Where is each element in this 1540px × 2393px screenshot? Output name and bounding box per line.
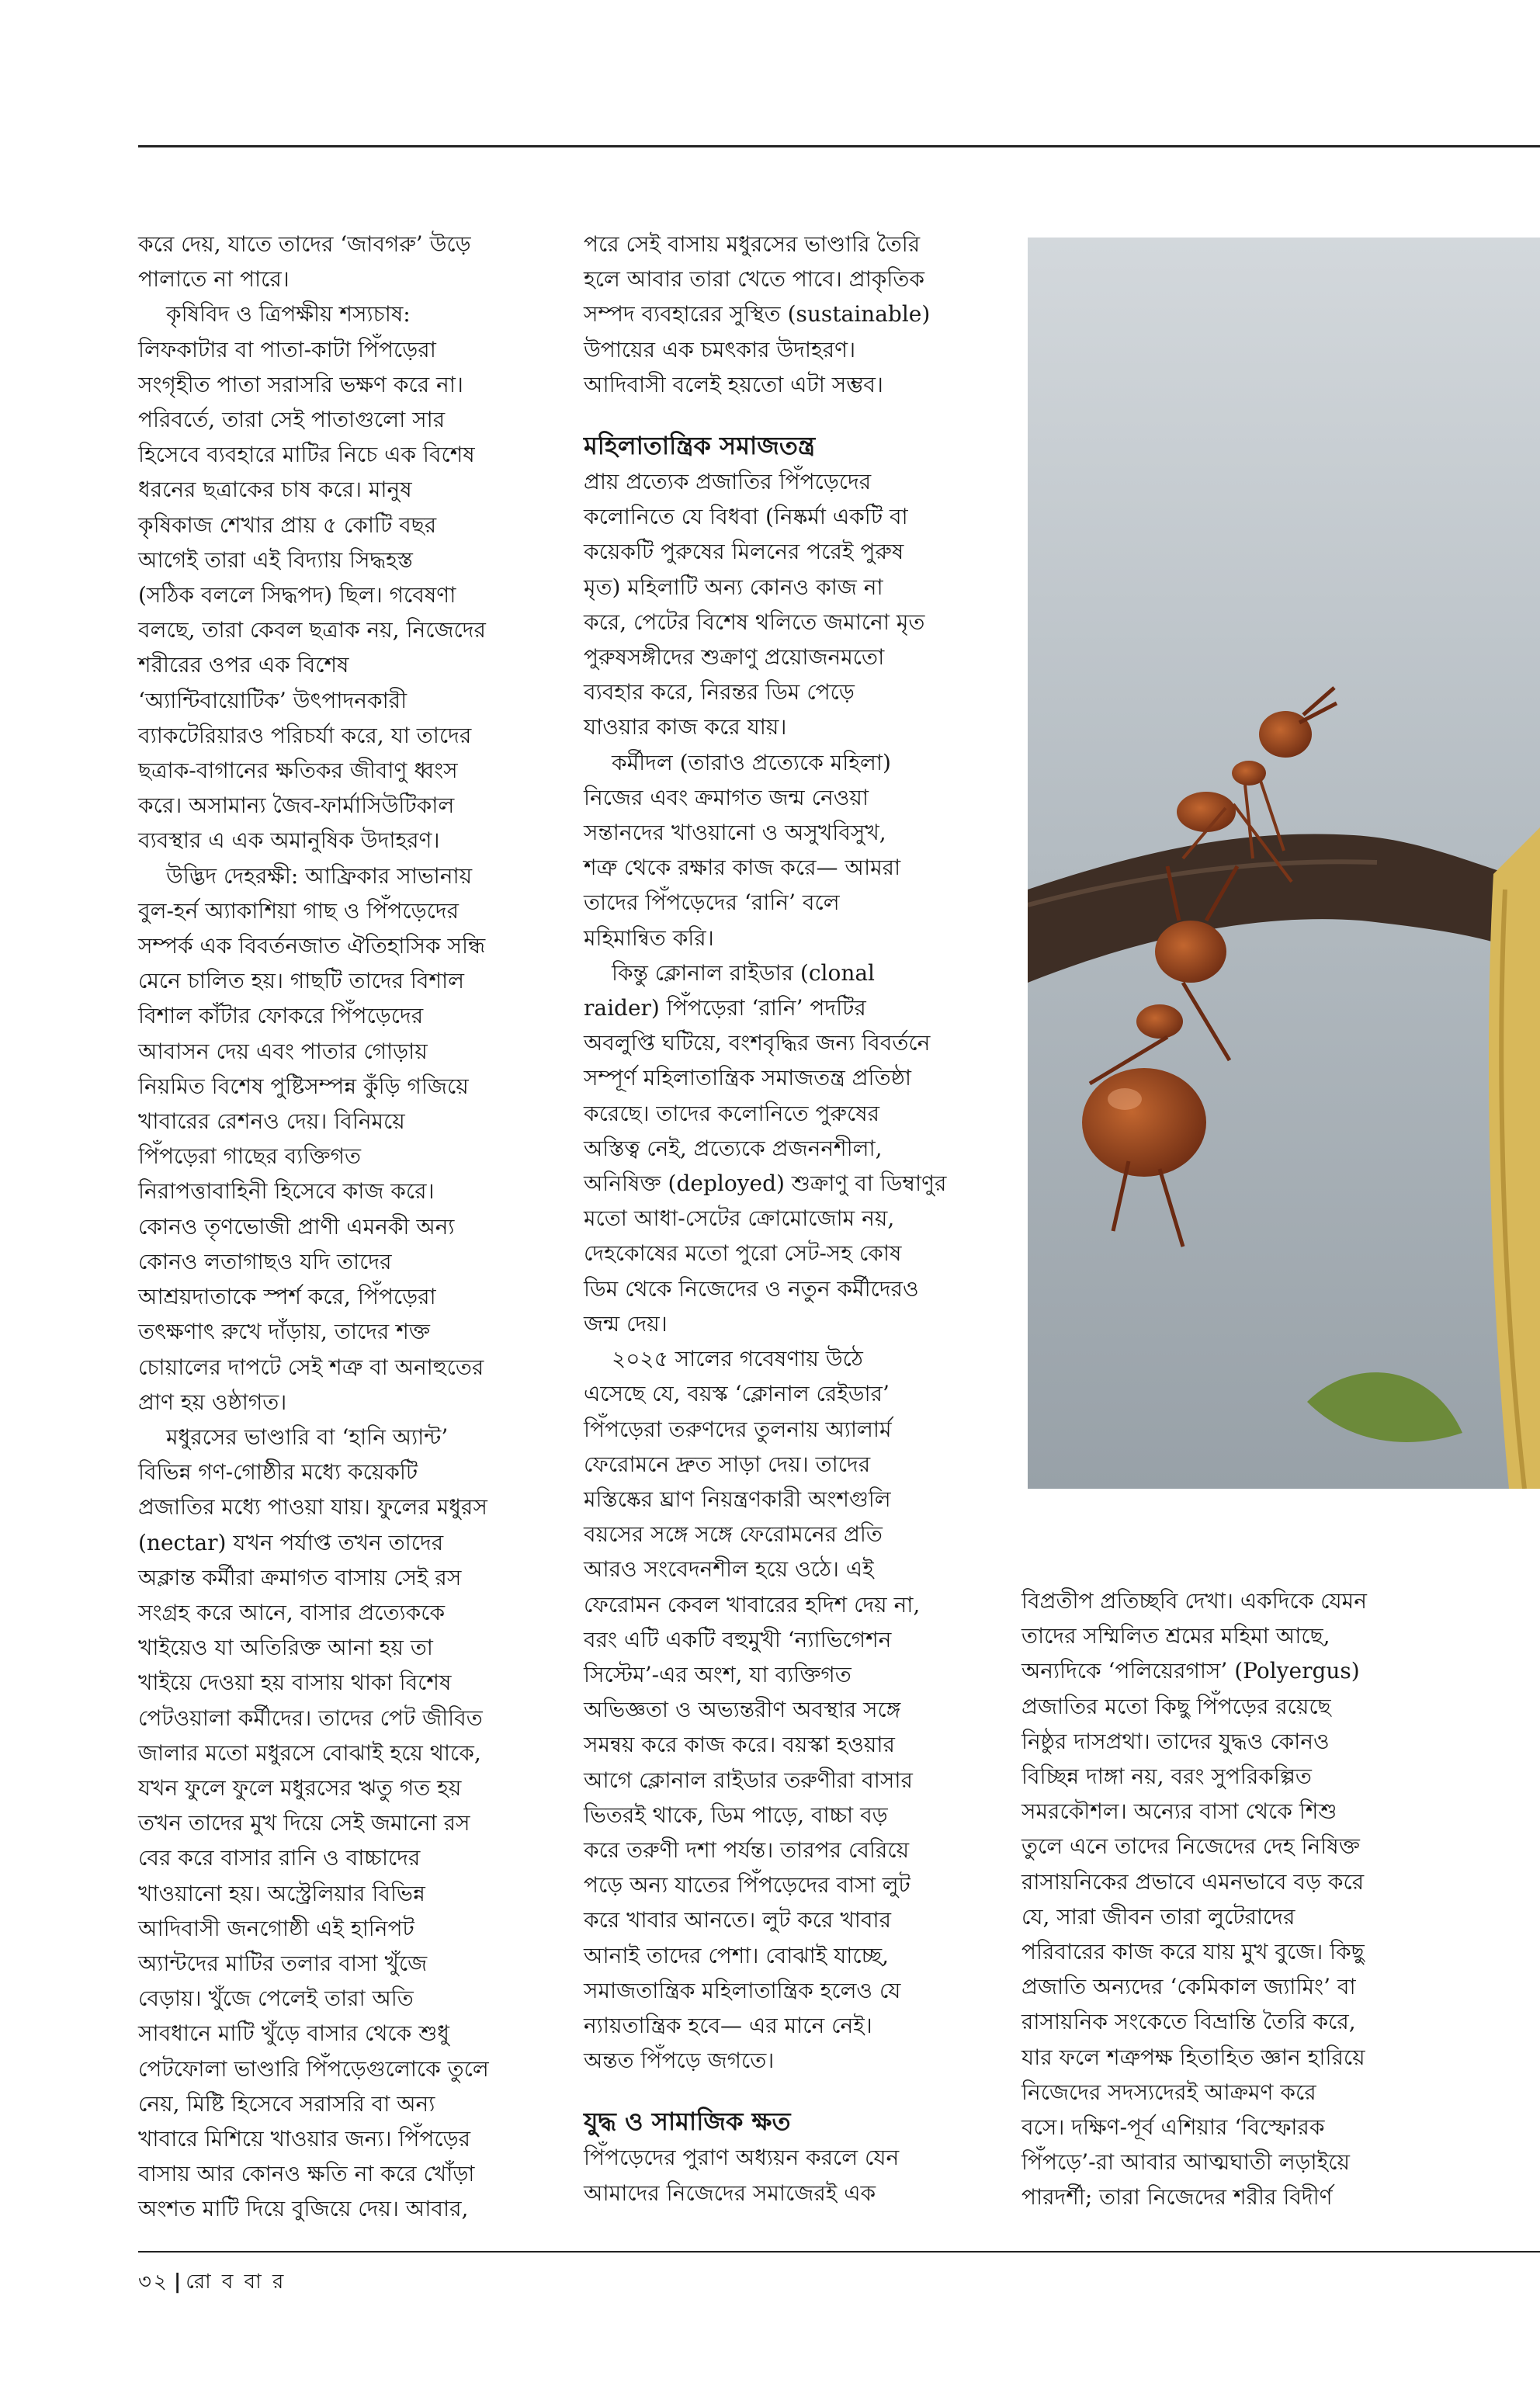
text-line: তৎক্ষণাৎ রুখে দাঁড়ায়, তাদের শক্ত xyxy=(138,1319,430,1345)
text-line: raider) পিঁপড়েরা ‘রানি’ পদটির xyxy=(584,995,866,1021)
text-line: করে, পেটের বিশেষ থলিতে জমানো মৃত xyxy=(584,609,925,635)
text-line: অক্লান্ত কর্মীরা ক্রমাগত বাসায় সেই রস xyxy=(138,1564,462,1590)
article-column-1 xyxy=(138,227,542,2227)
text-line: আদিবাসী জনগোষ্ঠী এই হানিপট xyxy=(138,1915,414,1941)
text-line: জন্ম দেয়। xyxy=(584,1310,668,1337)
text-line: উদ্ভিদ দেহরক্ষী: আফ্রিকার সাভানায় xyxy=(166,862,473,889)
text-line: পরে সেই বাসায় মধুরসের ভাণ্ডারি তৈরি xyxy=(584,231,921,257)
text-line: খাওয়ানো হয়। অস্ট্রেলিয়ার বিভিন্ন xyxy=(138,1880,425,1906)
text-line: সন্তানদের খাওয়ানো ও অসুখবিসুখ, xyxy=(584,820,886,846)
text-line: ধরনের ছত্রাকের চাষ করে। মানুষ xyxy=(138,477,412,503)
text-line: বরং এটি একটি বহুমুখী ‘ন্যাভিগেশন xyxy=(584,1626,892,1653)
text-line: পেটফোলা ভাণ্ডারি পিঁপড়েগুলোকে তুলে xyxy=(138,2055,489,2082)
text-line: করে। অসামান্য জৈব-ফার্মাসিউটিকাল xyxy=(138,792,455,819)
text-line: করে খাবার আনতে। লুট করে খাবার xyxy=(584,1907,891,1933)
text-line: অন্যদিকে ‘পলিয়েরগাস’ (Polyergus) xyxy=(1021,1658,1360,1684)
text-line: অ্যান্টদের মাটির তলার বাসা খুঁজে xyxy=(138,1950,428,1976)
text-line: (সঠিক বললে সিদ্ধপদ) ছিল। গবেষণা xyxy=(138,582,456,609)
text-line: উপায়ের এক চমৎকার উদাহরণ। xyxy=(584,336,856,362)
text-line: পিঁপড়েদের পুরাণ অধ্যয়ন করলে যেন xyxy=(584,2145,900,2171)
text-line: কোনও তৃণভোজী প্রাণী এমনকী অন্য xyxy=(138,1213,455,1240)
text-line: সম্পর্ক এক বিবর্তনজাত ঐতিহাসিক সন্ধি xyxy=(138,933,486,959)
section-name: রো ব বা র xyxy=(186,2270,286,2294)
text-line: পরিবর্তে, তারা সেই পাতাগুলো সার xyxy=(138,407,446,433)
text-line: পুরুষসঙ্গীদের শুক্রাণু প্রয়োজনমতো xyxy=(584,644,885,671)
text-line: ব্যাকটেরিয়ারও পরিচর্যা করে, যা তাদের xyxy=(138,722,472,748)
text-line: নিজেদের সদস্যদেরই আক্রমণ করে xyxy=(1021,2079,1316,2105)
text-line: ব্যবহার করে, নিরন্তর ডিম পেড়ে xyxy=(584,679,855,706)
text-line: বেড়ায়। খুঁজে পেলেই তারা অতি xyxy=(138,1985,414,2012)
text-line: হলে আবার তারা খেতে পাবে। প্রাকৃতিক xyxy=(584,266,924,293)
text-line: ছত্রাক-বাগানের ক্ষতিকর জীবাণু ধ্বংস xyxy=(138,758,458,784)
text-line: প্রায় প্রত্যেক প্রজাতির পিঁপড়েদের xyxy=(584,469,872,495)
text-line: তুলে এনে তাদের নিজেদের দেহ নিষিক্ত xyxy=(1021,1833,1360,1860)
text-line: আমাদের নিজেদের সমাজেরই এক xyxy=(584,2180,876,2206)
text-line: করে তরুণী দশা পর্যন্ত। তারপর বেরিয়ে xyxy=(584,1836,910,1863)
text-line: যখন ফুলে ফুলে মধুরসের ঋতু গত হয় xyxy=(138,1774,462,1801)
text-line: রাসায়নিকের প্রভাবে এমনভাবে বড় করে xyxy=(1021,1868,1365,1895)
page-footer xyxy=(138,2269,286,2295)
text-line: কৃষিকাজ শেখার প্রায় ৫ কোটি বছর xyxy=(138,512,437,538)
text-line: তাদের সম্মিলিত শ্রমের মহিমা আছে, xyxy=(1021,1623,1330,1649)
text-line: অন্তত পিঁপড়ে জগতে। xyxy=(584,2048,775,2074)
text-line: ন্যায়তান্ত্রিক হবে— এর মানে নেই। xyxy=(584,2012,872,2038)
text-line: ২০২৫ সালের গবেষণায় উঠে xyxy=(612,1346,863,1372)
text-line: খাবারে মিশিয়ে খাওয়ার জন্য। পিঁপড়ের xyxy=(138,2125,471,2152)
text-line: দেহকোষের মতো পুরো সেট-সহ কোষ xyxy=(584,1240,902,1267)
text-line: ফেরোমনে দ্রুত সাড়া দেয়। তাদের xyxy=(584,1451,871,1477)
text-line: অনিষিক্ত (deployed) শুক্রাণু বা ডিম্বাণুর xyxy=(584,1170,947,1197)
text-line: আরও সংবেদনশীল হয়ে ওঠে। এই xyxy=(584,1556,874,1583)
article-column-2 xyxy=(584,227,987,2211)
text-line: হিসেবে ব্যবহারে মাটির নিচে এক বিশেষ xyxy=(138,442,475,468)
text-line: কোনও লতাগাছও যদি তাদের xyxy=(138,1248,392,1275)
text-line: সংগ্রহ করে আনে, বাসার প্রত্যেককে xyxy=(138,1599,446,1625)
text-line: মস্তিষ্কের ঘ্রাণ নিয়ন্ত্রণকারী অংশগুলি xyxy=(584,1486,891,1512)
page-number: ৩২ xyxy=(138,2270,169,2294)
text-line: সংগৃহীত পাতা সরাসরি ভক্ষণ করে না। xyxy=(138,371,463,397)
text-line: আশ্রয়দাতাকে স্পর্শ করে, পিঁপড়েরা xyxy=(138,1284,436,1310)
text-line: অভিজ্ঞতা ও অভ্যন্তরীণ অবস্থার সঙ্গে xyxy=(584,1697,901,1723)
text-line: অংশত মাটি দিয়ে বুজিয়ে দেয়। আবার, xyxy=(138,2196,469,2222)
text-line: বের করে বাসার রানি ও বাচ্চাদের xyxy=(138,1845,421,1871)
text-line: ব্যবস্থার এ এক অমানুষিক উদাহরণ। xyxy=(138,827,440,854)
text-line: কিন্তু ক্লোনাল রাইডার (clonal xyxy=(612,959,876,986)
text-line: ডিম থেকে নিজেদের ও নতুন কর্মীদেরও xyxy=(584,1275,919,1302)
text-line: পড়ে অন্য যাতের পিঁপড়েদের বাসা লুট xyxy=(584,1872,910,1899)
text-line: এসেছে যে, বয়স্ক ‘ক্লোনাল রেইডার’ xyxy=(584,1381,890,1407)
text-line: বিভিন্ন গণ-গোষ্ঠীর মধ্যে কয়েকটি xyxy=(138,1459,418,1486)
footer-separator: | xyxy=(173,2270,182,2294)
text-line: যাওয়ার কাজ করে যায়। xyxy=(584,714,787,740)
section-heading: যুদ্ধ ও সামাজিক ক্ষত xyxy=(584,2107,791,2137)
text-line: কৃষিবিদ ও ত্রিপক্ষীয় শস্যচাষ: xyxy=(166,301,411,328)
text-line: অস্তিত্ব নেই, প্রত্যেকে প্রজননশীলা, xyxy=(584,1135,883,1161)
bottom-rule xyxy=(138,2251,1540,2253)
text-line: কর্মীদল (তারাও প্রত্যেকে মহিলা) xyxy=(612,749,891,775)
text-line: বিশাল কাঁটার ফোকরে পিঁপড়েদের xyxy=(138,1003,424,1029)
text-line: প্রজাতি অন্যদের ‘কেমিকাল জ্যামিং’ বা xyxy=(1021,1974,1356,2000)
text-line: আগে ক্লোনাল রাইডার তরুণীরা বাসার xyxy=(584,1767,913,1793)
text-line: সাবধানে মাটি খুঁড়ে বাসার থেকে শুধু xyxy=(138,2020,449,2047)
text-line: শরীরের ওপর এক বিশেষ xyxy=(138,652,349,678)
text-line: পিঁপড়েরা গাছের ব্যক্তিগত xyxy=(138,1143,361,1170)
text-line: আদিবাসী বলেই হয়তো এটা সম্ভব। xyxy=(584,371,883,397)
paragraph-gap xyxy=(584,402,987,427)
text-line: বিচ্ছিন্ন দাঙ্গা নয়, বরং সুপরিকল্পিত xyxy=(1021,1764,1312,1790)
text-line: তখন তাদের মুখ দিয়ে সেই জমানো রস xyxy=(138,1810,470,1836)
text-line: পালাতে না পারে। xyxy=(138,266,290,293)
text-line: জালার মতো মধুরসে বোঝাই হয়ে থাকে, xyxy=(138,1739,481,1766)
text-line: খাবারের রেশনও দেয়। বিনিময়ে xyxy=(138,1108,405,1135)
section-heading: মহিলাতান্ত্রিক সমাজতন্ত্র xyxy=(584,431,816,461)
text-line: নেয়, মিষ্টি হিসেবে সরাসরি বা অন্য xyxy=(138,2090,435,2117)
text-line: করে দেয়, যাতে তাদের ‘জাবগরু’ উড়ে xyxy=(138,231,471,257)
text-line: কয়েকটি পুরুষের মিলনের পরেই পুরুষ xyxy=(584,539,904,565)
text-line: পিঁপড়ে’-রা আবার আত্মঘাতী লড়াইয়ে xyxy=(1021,2149,1350,2176)
text-line: তাদের পিঁপড়েদের ‘রানি’ বলে xyxy=(584,890,840,916)
article-column-3 xyxy=(1021,1583,1425,2215)
top-rule xyxy=(138,145,1540,147)
text-line: নিষ্ঠুর দাসপ্রথা। তাদের যুদ্ধও কোনও xyxy=(1021,1728,1330,1754)
text-line: সম্পূর্ণ মহিলাতান্ত্রিক সমাজতন্ত্র প্রতিষ্ঠা xyxy=(584,1065,911,1091)
text-line: ভিতরই থাকে, ডিম পাড়ে, বাচ্চা বড় xyxy=(584,1802,888,1828)
text-line: আগেই তারা এই বিদ্যায় সিদ্ধহস্ত xyxy=(138,546,413,573)
text-line: রাসায়নিক সংকেতে বিভ্রান্তি তৈরি করে, xyxy=(1021,2009,1356,2035)
text-line: পিঁপড়েরা তরুণদের তুলনায় অ্যালার্ম xyxy=(584,1416,892,1442)
text-line: যার ফলে শত্রুপক্ষ হিতাহিত জ্ঞান হারিয়ে xyxy=(1021,2044,1365,2070)
text-line: বিপ্রতীপ প্রতিচ্ছবি দেখা। একদিকে যেমন xyxy=(1021,1588,1367,1614)
text-line: সমাজতান্ত্রিক মহিলাতান্ত্রিক হলেও যে xyxy=(584,1977,901,2003)
text-line: শত্রু থেকে রক্ষার কাজ করে— আমরা xyxy=(584,855,901,881)
text-line: প্রজাতির মতো কিছু পিঁপড়ের রয়েছে xyxy=(1021,1693,1331,1719)
text-line: বসে। দক্ষিণ-পূর্ব এশিয়ার ‘বিস্ফোরক xyxy=(1021,2114,1325,2141)
text-line: আনাই তাদের পেশা। বোঝাই যাচ্ছে, xyxy=(584,1942,890,1968)
text-line: সমরকৌশল। অন্যের বাসা থেকে শিশু xyxy=(1021,1798,1337,1825)
text-line: সিস্টেম’-এর অংশ, যা ব্যক্তিগত xyxy=(584,1661,852,1687)
text-line: সমন্বয় করে কাজ করে। বয়স্কা হওয়ার xyxy=(584,1732,895,1758)
text-line: করেছে। তাদের কলোনিতে পুরুষের xyxy=(584,1100,880,1126)
text-line: মেনে চালিত হয়। গাছটি তাদের বিশাল xyxy=(138,968,465,994)
text-line: খাইয়েও যা অতিরিক্ত আনা হয় তা xyxy=(138,1635,433,1661)
text-line: চোয়ালের দাপটে সেই শত্রু বা অনাহুতের xyxy=(138,1354,484,1380)
text-line: পারদর্শী; তারা নিজেদের শরীর বিদীর্ণ xyxy=(1021,2184,1333,2211)
text-line: মতো আধা-সেটের ক্রোমোজোম নয়, xyxy=(584,1205,895,1232)
text-line: মহিমান্বিত করি। xyxy=(584,924,714,951)
text-line: খাইয়ে দেওয়া হয় বাসায় থাকা বিশেষ xyxy=(138,1670,452,1696)
text-line: নিজের এবং ক্রমাগত জন্ম নেওয়া xyxy=(584,784,869,810)
text-line: বাসায় আর কোনও ক্ষতি না করে খোঁড়া xyxy=(138,2161,475,2187)
text-line: সম্পদ ব্যবহারের সুস্থিত (sustainable) xyxy=(584,301,931,328)
text-line: (nectar) যখন পর্যাপ্ত তখন তাদের xyxy=(138,1529,444,1555)
text-line: বলছে, তারা কেবল ছত্রাক নয়, নিজেদের xyxy=(138,617,486,643)
paragraph-gap xyxy=(584,2078,987,2103)
text-line: নিয়মিত বিশেষ পুষ্টিসম্পন্ন কুঁড়ি গজিয়ে xyxy=(138,1073,469,1099)
text-line: প্রজাতির মধ্যে পাওয়া যায়। ফুলের মধুরস xyxy=(138,1494,487,1521)
text-line: অবলুপ্তি ঘটিয়ে, বংশবৃদ্ধির জন্য বিবর্তনে xyxy=(584,1030,931,1056)
text-line: মৃত) মহিলাটি অন্য কোনও কাজ না xyxy=(584,574,883,600)
text-line: ফেরোমন কেবল খাবারের হদিশ দেয় না, xyxy=(584,1591,921,1618)
text-line: লিফকাটার বা পাতা-কাটা পিঁপড়েরা xyxy=(138,336,436,362)
text-line: ‘অ্যান্টিবায়োটিক’ উৎপাদনকারী xyxy=(138,687,408,713)
text-line: পরিবারের কাজ করে যায় মুখ বুজে। কিছু xyxy=(1021,1939,1365,1965)
text-line: আবাসন দেয় এবং পাতার গোড়ায় xyxy=(138,1038,428,1064)
text-line: প্রাণ হয় ওষ্ঠাগত। xyxy=(138,1389,287,1415)
text-line: যে, সারা জীবন তারা লুটেরাদের xyxy=(1021,1903,1295,1930)
text-line: মধুরসের ভাণ্ডারি বা ‘হানি অ্যান্ট’ xyxy=(166,1424,449,1450)
text-line: পেটওয়ালা কর্মীদের। তাদের পেট জীবিত xyxy=(138,1705,483,1731)
text-line: কলোনিতে যে বিধবা (নিষ্কর্মা একটি বা xyxy=(584,504,908,530)
ant-photo xyxy=(1028,238,1540,1489)
text-line: বয়সের সঙ্গে সঙ্গে ফেরোমনের প্রতি xyxy=(584,1521,883,1548)
text-line: বুল-হর্ন অ্যাকাশিয়া গাছ ও পিঁপড়েদের xyxy=(138,897,459,924)
text-line: নিরাপত্তাবাহিনী হিসেবে কাজ করে। xyxy=(138,1178,435,1205)
